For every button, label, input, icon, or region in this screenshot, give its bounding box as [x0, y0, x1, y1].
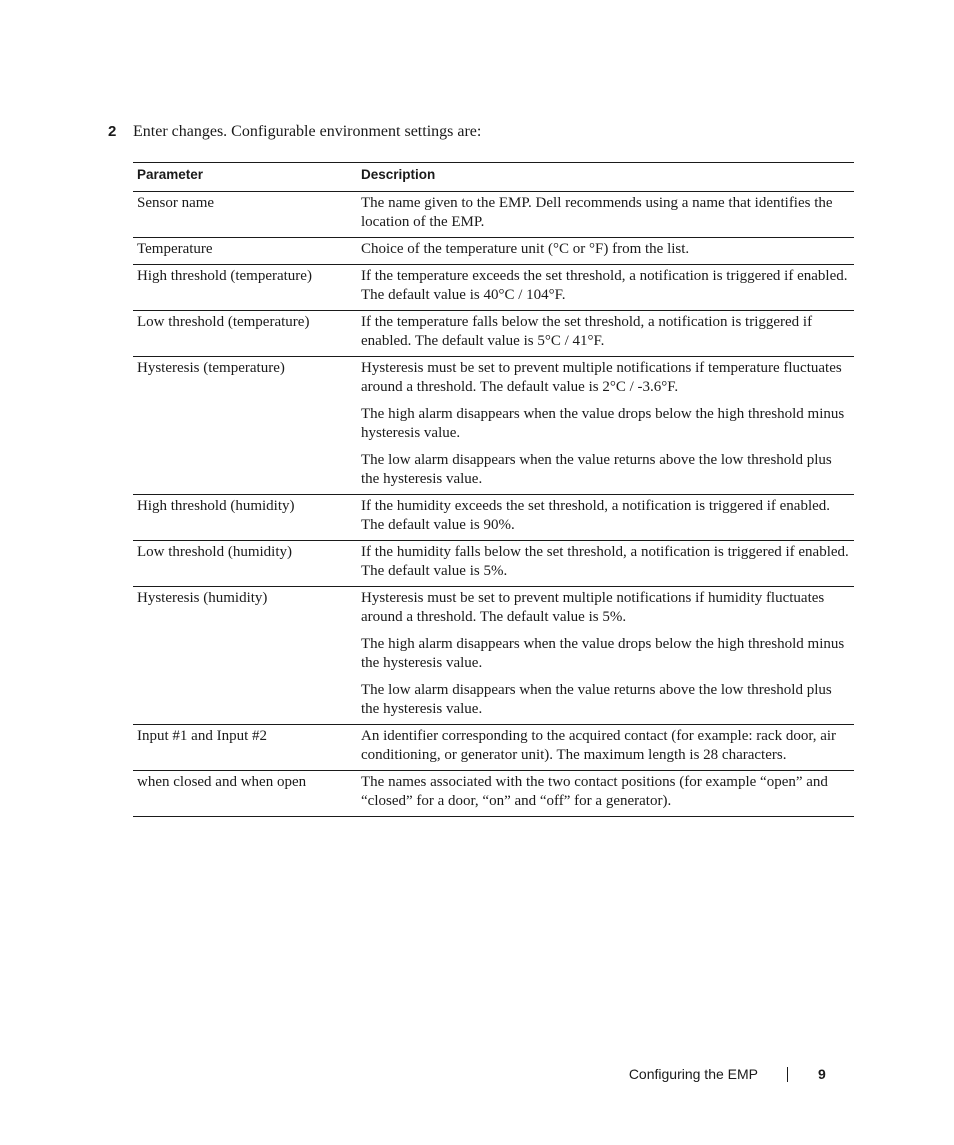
description-paragraph: The high alarm disappears when the value drops below the high threshold minus hysteresis value.: [361, 406, 845, 441]
parameter-cell: High threshold (humidity): [133, 495, 357, 541]
description-paragraph: If the temperature falls below the set threshold, a notification is triggered if enabled. The default value is 5°C / 41°F.: [361, 314, 813, 349]
parameter-cell: High threshold (temperature): [133, 265, 357, 311]
description-paragraph: Hysteresis must be set to prevent multiple notifications if temperature fluctuates around a threshold. The default value is 2°C / -3.6°F.: [361, 360, 842, 395]
parameter-cell: Input #1 and Input #2: [133, 725, 357, 771]
step-text: Enter changes. Configurable environment settings are:: [133, 123, 482, 140]
description-cell: [357, 357, 854, 495]
description-paragraph: The names associated with the two contact positions (for example “open” and “closed” for a door, “on” and “off” for a generator).: [361, 774, 828, 809]
description-paragraph: If the humidity exceeds the set threshold, a notification is triggered if enabled. The default value is 90%.: [361, 498, 831, 533]
parameter-cell: Hysteresis (humidity): [133, 587, 357, 725]
description-cell: [357, 771, 854, 817]
description-cell: [357, 311, 854, 357]
description-cell: [357, 238, 854, 265]
description-paragraph: If the humidity falls below the set threshold, a notification is triggered if enabled. The default value is 5%.: [361, 544, 849, 579]
parameter-cell: Hysteresis (temperature): [133, 357, 357, 495]
parameter-cell: Low threshold (temperature): [133, 311, 357, 357]
description-cell: [357, 587, 854, 725]
column-header-description: Description: [357, 163, 854, 192]
parameter-cell: Low threshold (humidity): [133, 541, 357, 587]
table-row: [133, 495, 854, 541]
step-number: 2: [108, 123, 117, 140]
description-paragraph: Hysteresis must be set to prevent multiple notifications if humidity fluctuates around a threshold. The default value is 5%.: [361, 590, 825, 625]
table-row: [133, 541, 854, 587]
description-cell: [357, 725, 854, 771]
description-paragraph: The low alarm disappears when the value returns above the low threshold plus the hysteresis value.: [361, 682, 832, 717]
table-header-row: [133, 163, 854, 192]
table-row: [133, 725, 854, 771]
page-number: 9: [818, 1066, 826, 1082]
table-row: [133, 265, 854, 311]
footer-separator: [787, 1067, 788, 1082]
parameter-cell: Sensor name: [133, 192, 357, 238]
page-footer: [0, 1064, 954, 1084]
description-cell: [357, 265, 854, 311]
table-row: [133, 311, 854, 357]
description-paragraph: The name given to the EMP. Dell recommends using a name that identifies the location of the EMP.: [361, 195, 833, 230]
table-row: [133, 192, 854, 238]
table-row: [133, 357, 854, 495]
description-paragraph: An identifier corresponding to the acquired contact (for example: rack door, air conditioning, or generator unit). The maximum length is 28 characters.: [361, 728, 837, 763]
table-row: [133, 587, 854, 725]
description-cell: [357, 495, 854, 541]
parameter-cell: Temperature: [133, 238, 357, 265]
description-paragraph: The low alarm disappears when the value returns above the low threshold plus the hysteresis value.: [361, 452, 832, 487]
description-cell: [357, 192, 854, 238]
settings-table: [133, 162, 854, 817]
table-body: [133, 192, 854, 817]
parameter-cell: when closed and when open: [133, 771, 357, 817]
footer-section-title: Configuring the EMP: [628, 1066, 758, 1082]
description-cell: [357, 541, 854, 587]
description-paragraph: If the temperature exceeds the set threshold, a notification is triggered if enabled. The default value is 40°C / 104°F.: [361, 268, 848, 303]
table-row: [133, 238, 854, 265]
column-header-parameter: Parameter: [133, 163, 357, 192]
description-paragraph: Choice of the temperature unit (°C or °F) from the list.: [361, 241, 690, 257]
description-paragraph: The high alarm disappears when the value drops below the high threshold minus the hysteresis value.: [361, 636, 845, 671]
table-row: [133, 771, 854, 817]
